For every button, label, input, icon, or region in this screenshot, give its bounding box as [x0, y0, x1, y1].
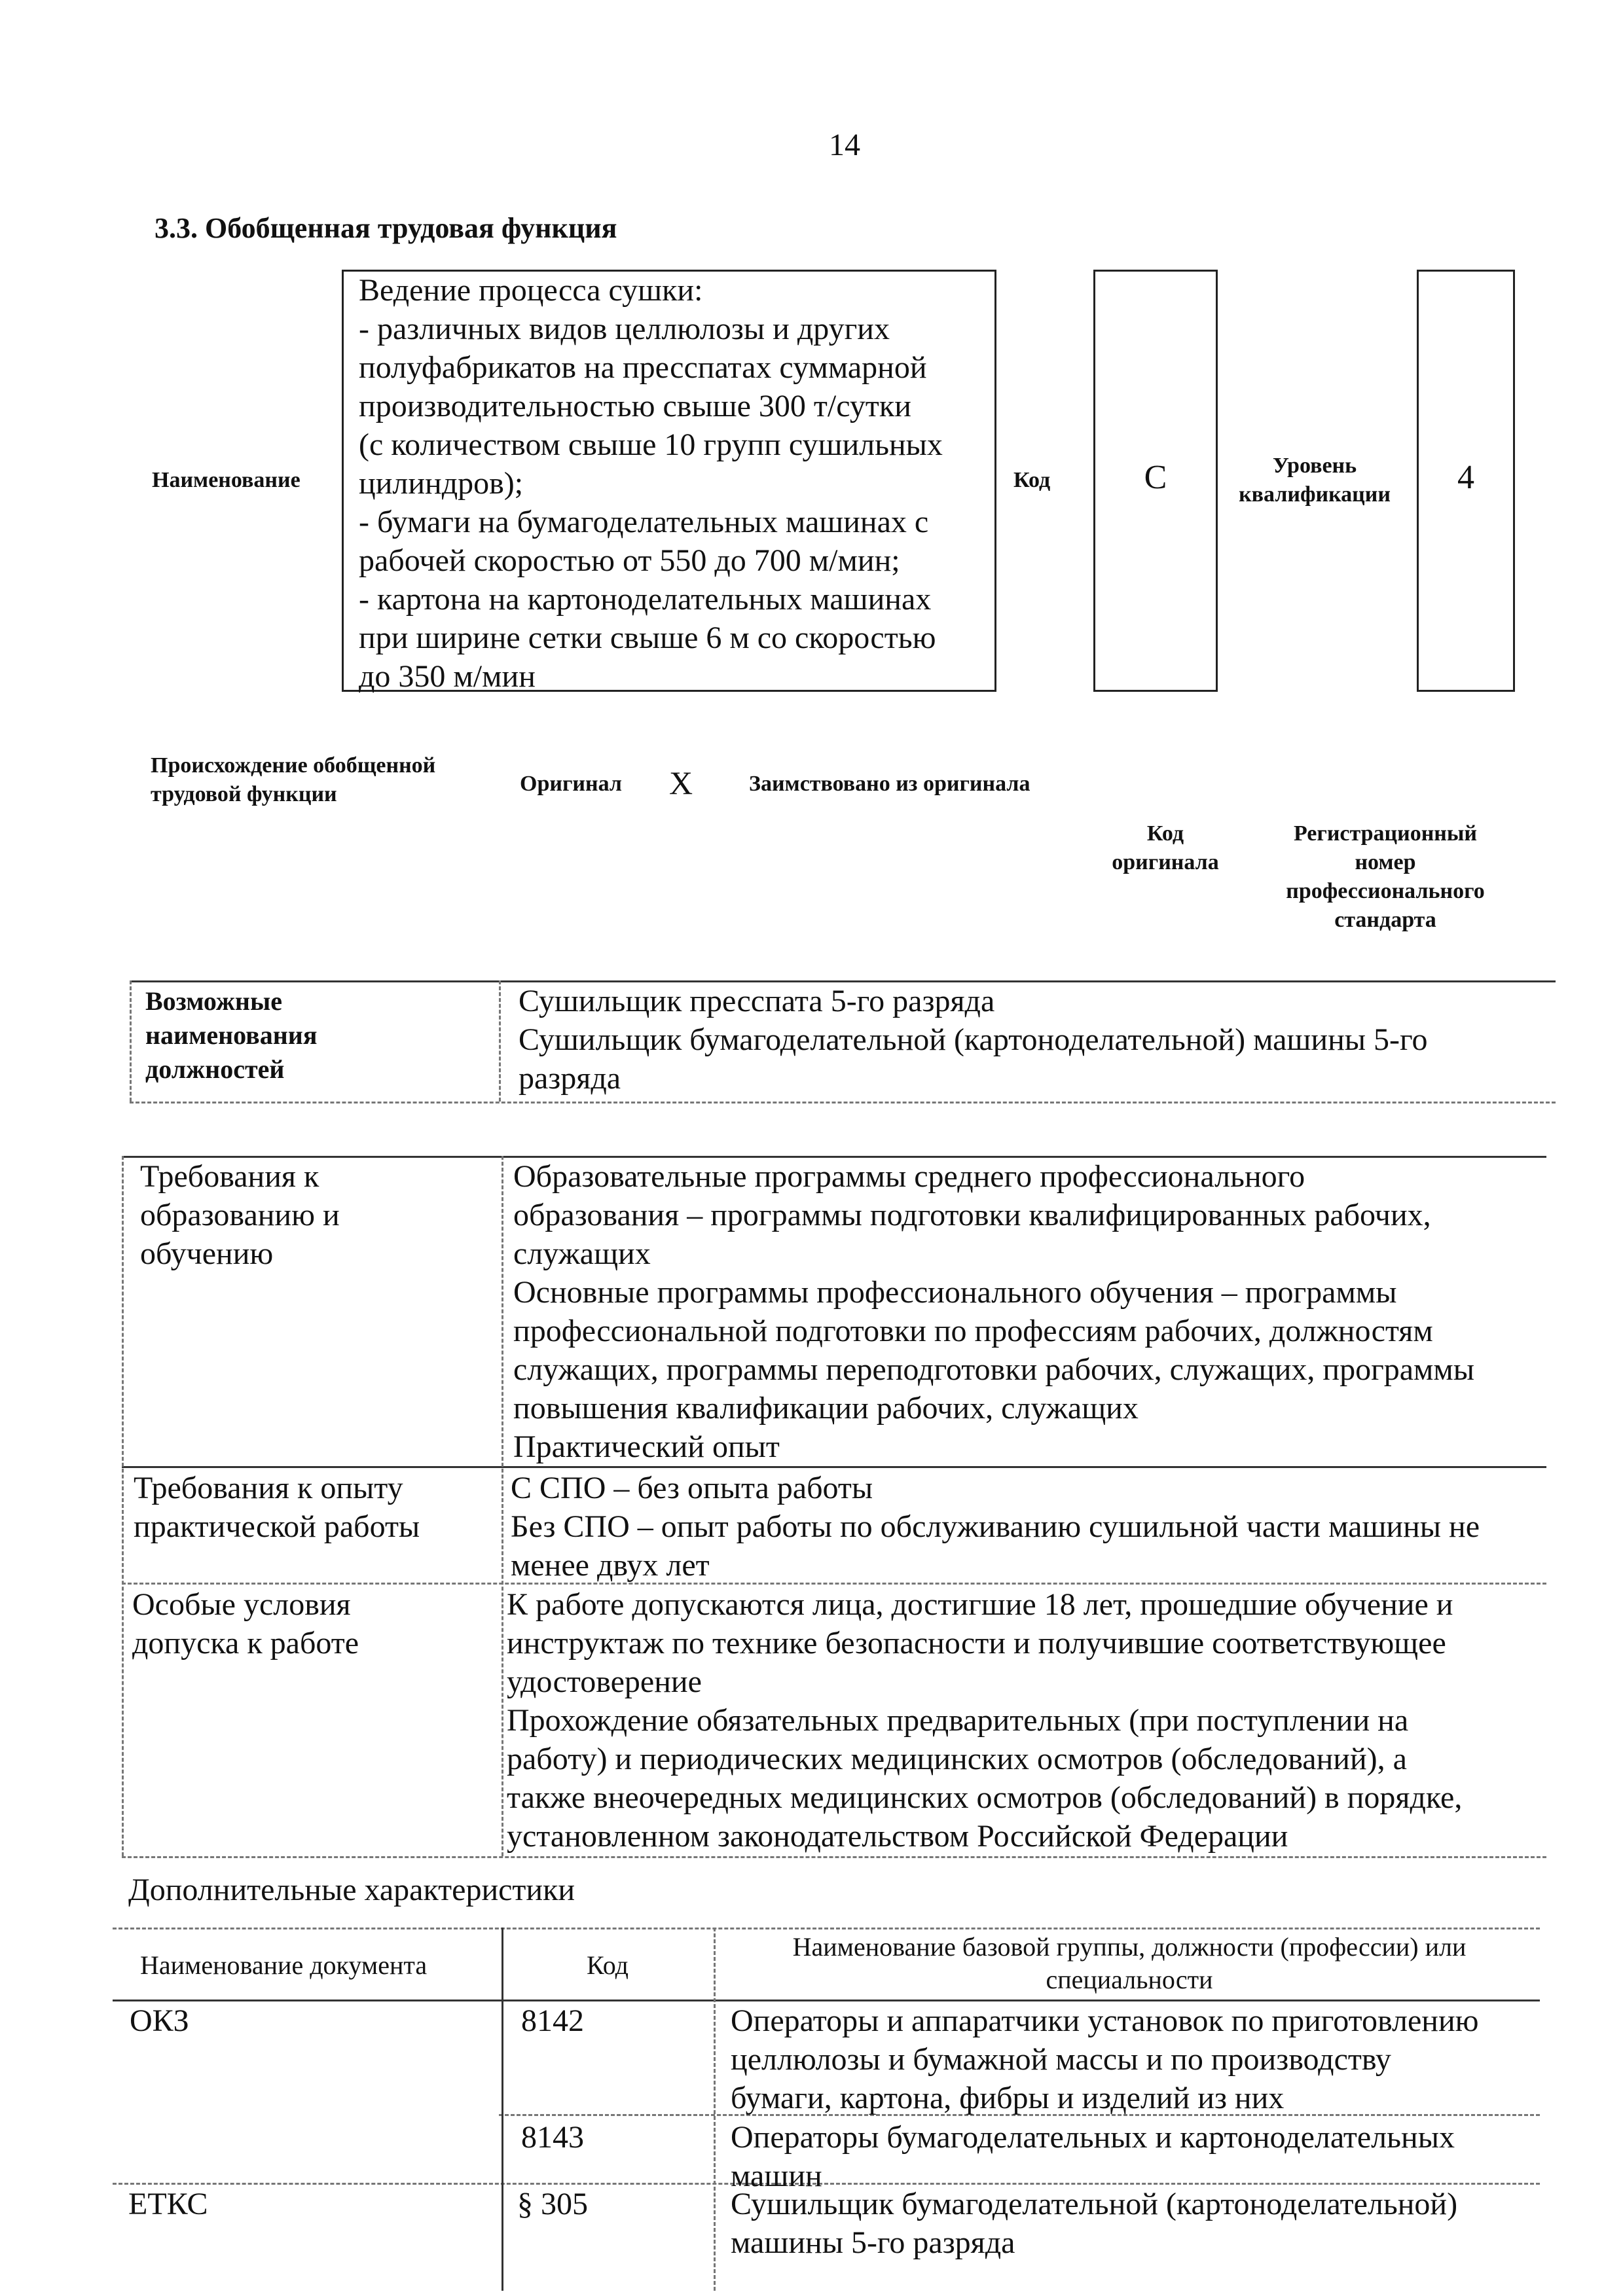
reg-number-line: стандарта — [1334, 908, 1436, 932]
positions-label-line: Возможные — [145, 986, 282, 1016]
row-name-line: машины 5-го разряда — [731, 2225, 1015, 2260]
code-original-label — [1093, 819, 1237, 877]
experience-label-line: Требования к опыту — [134, 1471, 403, 1505]
function-name-line: рабочей скоростью от 550 до 700 м/мин; — [359, 543, 900, 578]
reg-number-label — [1261, 819, 1510, 935]
education-label-line: обучению — [140, 1236, 274, 1271]
requirements-bottom-border — [122, 1856, 1546, 1858]
name-label: Наименование — [152, 468, 301, 492]
positions-value-line: Сушильщик пресспата 5-го разряда — [519, 984, 995, 1018]
education-label-line: образованию и — [140, 1198, 340, 1232]
requirements-left-border — [122, 1156, 124, 1856]
special-conditions-value-line: Прохождение обязательных предварительных (при поступлении на — [507, 1703, 1409, 1738]
header-name-line: специальности — [1046, 1965, 1213, 1994]
reg-number-line: профессионального — [1286, 879, 1485, 903]
function-name-line: - картона на картоноделательных машинах — [359, 582, 932, 617]
experience-value-line: С СПО – без опыта работы — [511, 1471, 873, 1505]
row-name — [731, 2118, 1455, 2195]
level-value: 4 — [1457, 459, 1474, 496]
row-name-line: Сушильщик бумагоделательной (картоноделательной) — [731, 2187, 1458, 2221]
requirements-divider — [501, 1156, 503, 1856]
origin-label-line: трудовой функции — [151, 782, 337, 806]
special-conditions-value-line: установленном законодательством Российской Федерации — [507, 1819, 1288, 1854]
positions-divider — [499, 980, 501, 1102]
positions-label — [145, 984, 317, 1086]
positions-value-line: разряда — [519, 1061, 621, 1096]
education-value — [513, 1157, 1474, 1466]
header-code: Код — [587, 1950, 629, 1980]
function-name-line: - различных видов целлюлозы и других — [359, 312, 890, 346]
education-value-line: образования – программы подготовки квалифицированных рабочих, — [513, 1198, 1431, 1232]
positions-label-line: должностей — [145, 1054, 285, 1084]
function-name-line: производительностью свыше 300 т/сутки — [359, 389, 911, 423]
row-code: 8142 — [521, 2003, 584, 2038]
education-value-line: Практический опыт — [513, 1429, 780, 1464]
experience-value — [511, 1469, 1480, 1585]
row-doc: ЕТКС — [128, 2187, 208, 2221]
function-name-line: Ведение процесса сушки: — [359, 273, 703, 308]
level-label-line: квалификации — [1239, 482, 1391, 507]
reg-number-line: номер — [1355, 850, 1416, 874]
function-name-line: - бумаги на бумагоделательных машинах с — [359, 505, 929, 539]
function-name-line: полуфабрикатов на пресспатах суммарной — [359, 350, 927, 385]
requirements-row1-border — [122, 1466, 1546, 1468]
row-name — [731, 2185, 1457, 2262]
additional-divider-1 — [501, 1928, 503, 2291]
row-code: 8143 — [521, 2120, 584, 2155]
positions-label-line: наименования — [145, 1020, 318, 1050]
page-number: 14 — [829, 128, 860, 162]
education-label-line: Требования к — [140, 1159, 319, 1194]
row-doc: ОКЗ — [130, 2003, 189, 2038]
positions-value — [519, 982, 1427, 1098]
special-conditions-label-line: допуска к работе — [132, 1626, 359, 1660]
header-doc: Наименование документа — [140, 1950, 428, 1980]
positions-bottom-border — [130, 1102, 1556, 1103]
level-label-line: Уровень — [1272, 454, 1357, 478]
additional-top-border — [113, 1928, 1540, 1929]
row-name-line: целлюлозы и бумажной массы и по производству — [731, 2042, 1391, 2077]
experience-value-line: Без СПО – опыт работы по обслуживанию сушильной части машины не — [511, 1509, 1480, 1544]
education-value-line: профессиональной подготовки по профессиям рабочих, должностям — [513, 1314, 1433, 1348]
code-label: Код — [1013, 468, 1051, 492]
row-name-line: Операторы и аппаратчики установок по приготовлению — [731, 2003, 1479, 2038]
code-original-line: оригинала — [1112, 850, 1219, 874]
row-name-line: Операторы бумагоделательных и картоноделательных — [731, 2120, 1455, 2155]
origin-label-line: Происхождение обобщенной — [151, 753, 436, 778]
row-name — [731, 2001, 1479, 2117]
function-name-line: при ширине сетки свыше 6 м со скоростью — [359, 620, 936, 655]
special-conditions-value — [507, 1585, 1462, 1856]
education-value-line: повышения квалификации рабочих, служащих — [513, 1391, 1139, 1426]
row-code: § 305 — [517, 2187, 588, 2221]
function-name-line: цилиндров); — [359, 466, 524, 501]
code-value: C — [1144, 459, 1167, 496]
special-conditions-value-line: работу) и периодических медицинских осмотров (обследований), а — [507, 1742, 1407, 1776]
row-name-line: бумаги, картона, фибры и изделий из них — [731, 2081, 1285, 2115]
row-name-line: машин — [731, 2159, 822, 2193]
education-value-line: Образовательные программы среднего профессионального — [513, 1159, 1305, 1194]
original-mark: X — [669, 764, 693, 801]
header-name-line: Наименование базовой группы, должности (профессии) или — [792, 1932, 1467, 1962]
special-conditions-value-line: также внеочередных медицинских осмотров (обследований) в порядке, — [507, 1780, 1463, 1815]
special-conditions-label-line: Особые условия — [132, 1587, 351, 1622]
additional-title: Дополнительные характеристики — [128, 1873, 575, 1907]
special-conditions-label — [132, 1585, 359, 1662]
positions-left-border — [130, 980, 132, 1102]
additional-divider-2 — [714, 1928, 716, 2291]
education-value-line: служащих — [513, 1236, 651, 1271]
borrowed-label: Заимствовано из оригинала — [749, 772, 1030, 796]
code-original-line: Код — [1146, 821, 1184, 846]
origin-label — [151, 751, 435, 809]
level-label — [1223, 452, 1406, 509]
function-name-line: до 350 м/мин — [359, 659, 536, 694]
experience-label — [134, 1469, 420, 1546]
function-name-line: (с количеством свыше 10 групп сушильных — [359, 427, 943, 462]
special-conditions-value-line: удостоверение — [507, 1664, 702, 1699]
function-name-text — [359, 271, 943, 696]
experience-label-line: практической работы — [134, 1509, 420, 1544]
original-label: Оригинал — [520, 772, 622, 796]
experience-value-line: менее двух лет — [511, 1548, 710, 1583]
education-label — [140, 1157, 340, 1273]
header-name — [720, 1931, 1539, 1996]
special-conditions-value-line: К работе допускаются лица, достигшие 18 лет, прошедшие обучение и — [507, 1587, 1453, 1622]
positions-value-line: Сушильщик бумагоделательной (картоноделательной) машины 5-го — [519, 1022, 1428, 1057]
education-value-line: служащих, программы переподготовки рабочих, служащих, программы — [513, 1352, 1475, 1387]
section-title: 3.3. Обобщенная трудовая функция — [155, 212, 617, 244]
education-value-line: Основные программы профессионального обучения – программы — [513, 1275, 1397, 1310]
reg-number-line: Регистрационный — [1293, 821, 1478, 846]
special-conditions-value-line: инструктаж по технике безопасности и получившие соответствующее — [507, 1626, 1446, 1660]
